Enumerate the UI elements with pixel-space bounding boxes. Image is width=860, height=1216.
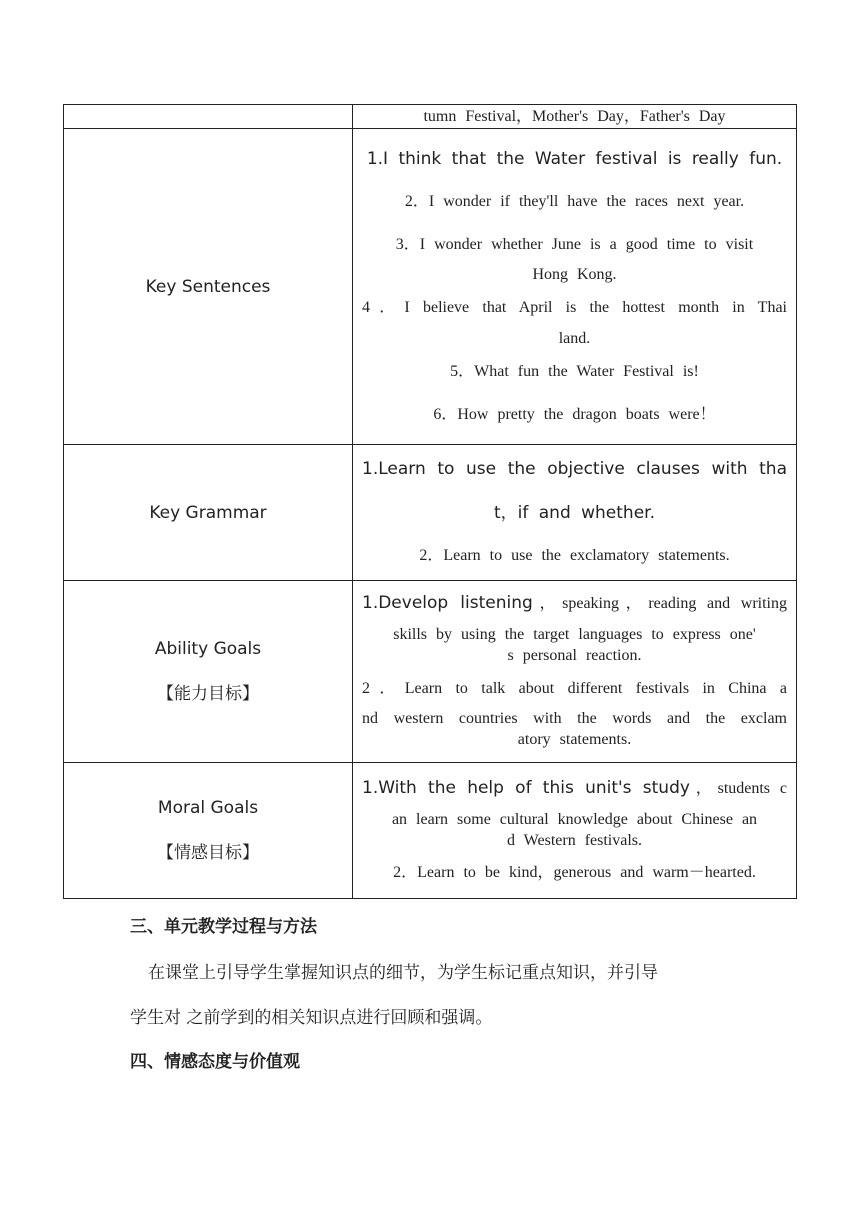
festivals-cell	[353, 105, 797, 129]
table-row-key-sentences	[64, 129, 797, 445]
section-3-paragraph-line-1: 在课堂上引导学生掌握知识点的细节，为学生标记重点知识，并引导	[148, 963, 658, 983]
moral-2: 2．Learn to be kind，generous and warm－hearted.	[393, 864, 756, 882]
moral-goals-label: Moral Goals	[157, 798, 259, 818]
moral-1: 1.With the help of this unit's study，students c	[362, 777, 787, 798]
section-3-heading: 三、单元教学过程与方法	[130, 917, 317, 937]
sentence-3-cont: Hong Kong.	[532, 266, 617, 284]
key-grammar-label: Key Grammar	[64, 445, 353, 581]
ability-goals-label-cell	[64, 581, 353, 763]
ability-goals-label: Ability Goals	[154, 639, 262, 659]
moral-1-cont: an learn some cultural knowledge about Chinese an	[391, 810, 758, 828]
sentence-4: 4．I believe that April is the hottest month in Thai	[362, 299, 787, 317]
ability-1: 1.Develop listening，speaking，reading and writing	[362, 593, 787, 614]
sentence-3: 3．I wonder whether June is a good time to visit	[395, 235, 754, 253]
moral-goals-label-cell	[64, 763, 353, 899]
key-sentences-label: Key Sentences	[64, 129, 353, 445]
grammar-2: 2．Learn to use the exclamatory statements.	[419, 547, 730, 565]
unit-goals-table	[63, 104, 797, 899]
moral-1-end: d Western festivals.	[506, 831, 643, 849]
festivals-text: tumn Festival，Mother's Day，Father's Day	[423, 107, 726, 125]
sentence-5: 5．What fun the Water Festival is!	[450, 362, 699, 380]
grammar-1: 1.Learn to use the objective clauses with tha	[362, 459, 787, 479]
ability-goals-label-cn: 【能力目标】	[157, 684, 259, 704]
ability-1-cont: skills by using the target languages to express one'	[393, 625, 756, 643]
sentence-6: 6．How pretty the dragon boats were！	[433, 405, 716, 423]
table-row-moral-goals	[64, 763, 797, 899]
section-3-paragraph-line-2: 学生对 之前学到的相关知识点进行回顾和强调。	[130, 1008, 493, 1028]
ability-2-end: atory statements.	[517, 731, 632, 749]
grammar-1-cont: t，if and whether.	[493, 503, 656, 524]
section-4-heading: 四、情感态度与价值观	[130, 1052, 300, 1072]
table-row-key-grammar	[64, 445, 797, 581]
empty-label-cell	[64, 105, 353, 129]
table-row-festivals	[64, 105, 797, 129]
ability-2: 2．Learn to talk about different festivals in China a	[362, 679, 787, 697]
sentence-1: 1.I think that the Water festival is really fun.	[366, 148, 783, 169]
ability-2-cont: nd western countries with the words and the exclam	[362, 710, 787, 728]
sentence-4-cont: land.	[558, 329, 591, 347]
moral-goals-label-cn: 【情感目标】	[157, 843, 259, 863]
ability-goals-cell	[353, 581, 797, 763]
key-sentences-cell	[353, 129, 797, 445]
moral-goals-cell	[353, 763, 797, 899]
sentence-2: 2．I wonder if they'll have the races next year.	[404, 192, 745, 210]
ability-1-end: s personal reaction.	[507, 646, 642, 664]
key-grammar-cell	[353, 445, 797, 581]
table-row-ability-goals	[64, 581, 797, 763]
